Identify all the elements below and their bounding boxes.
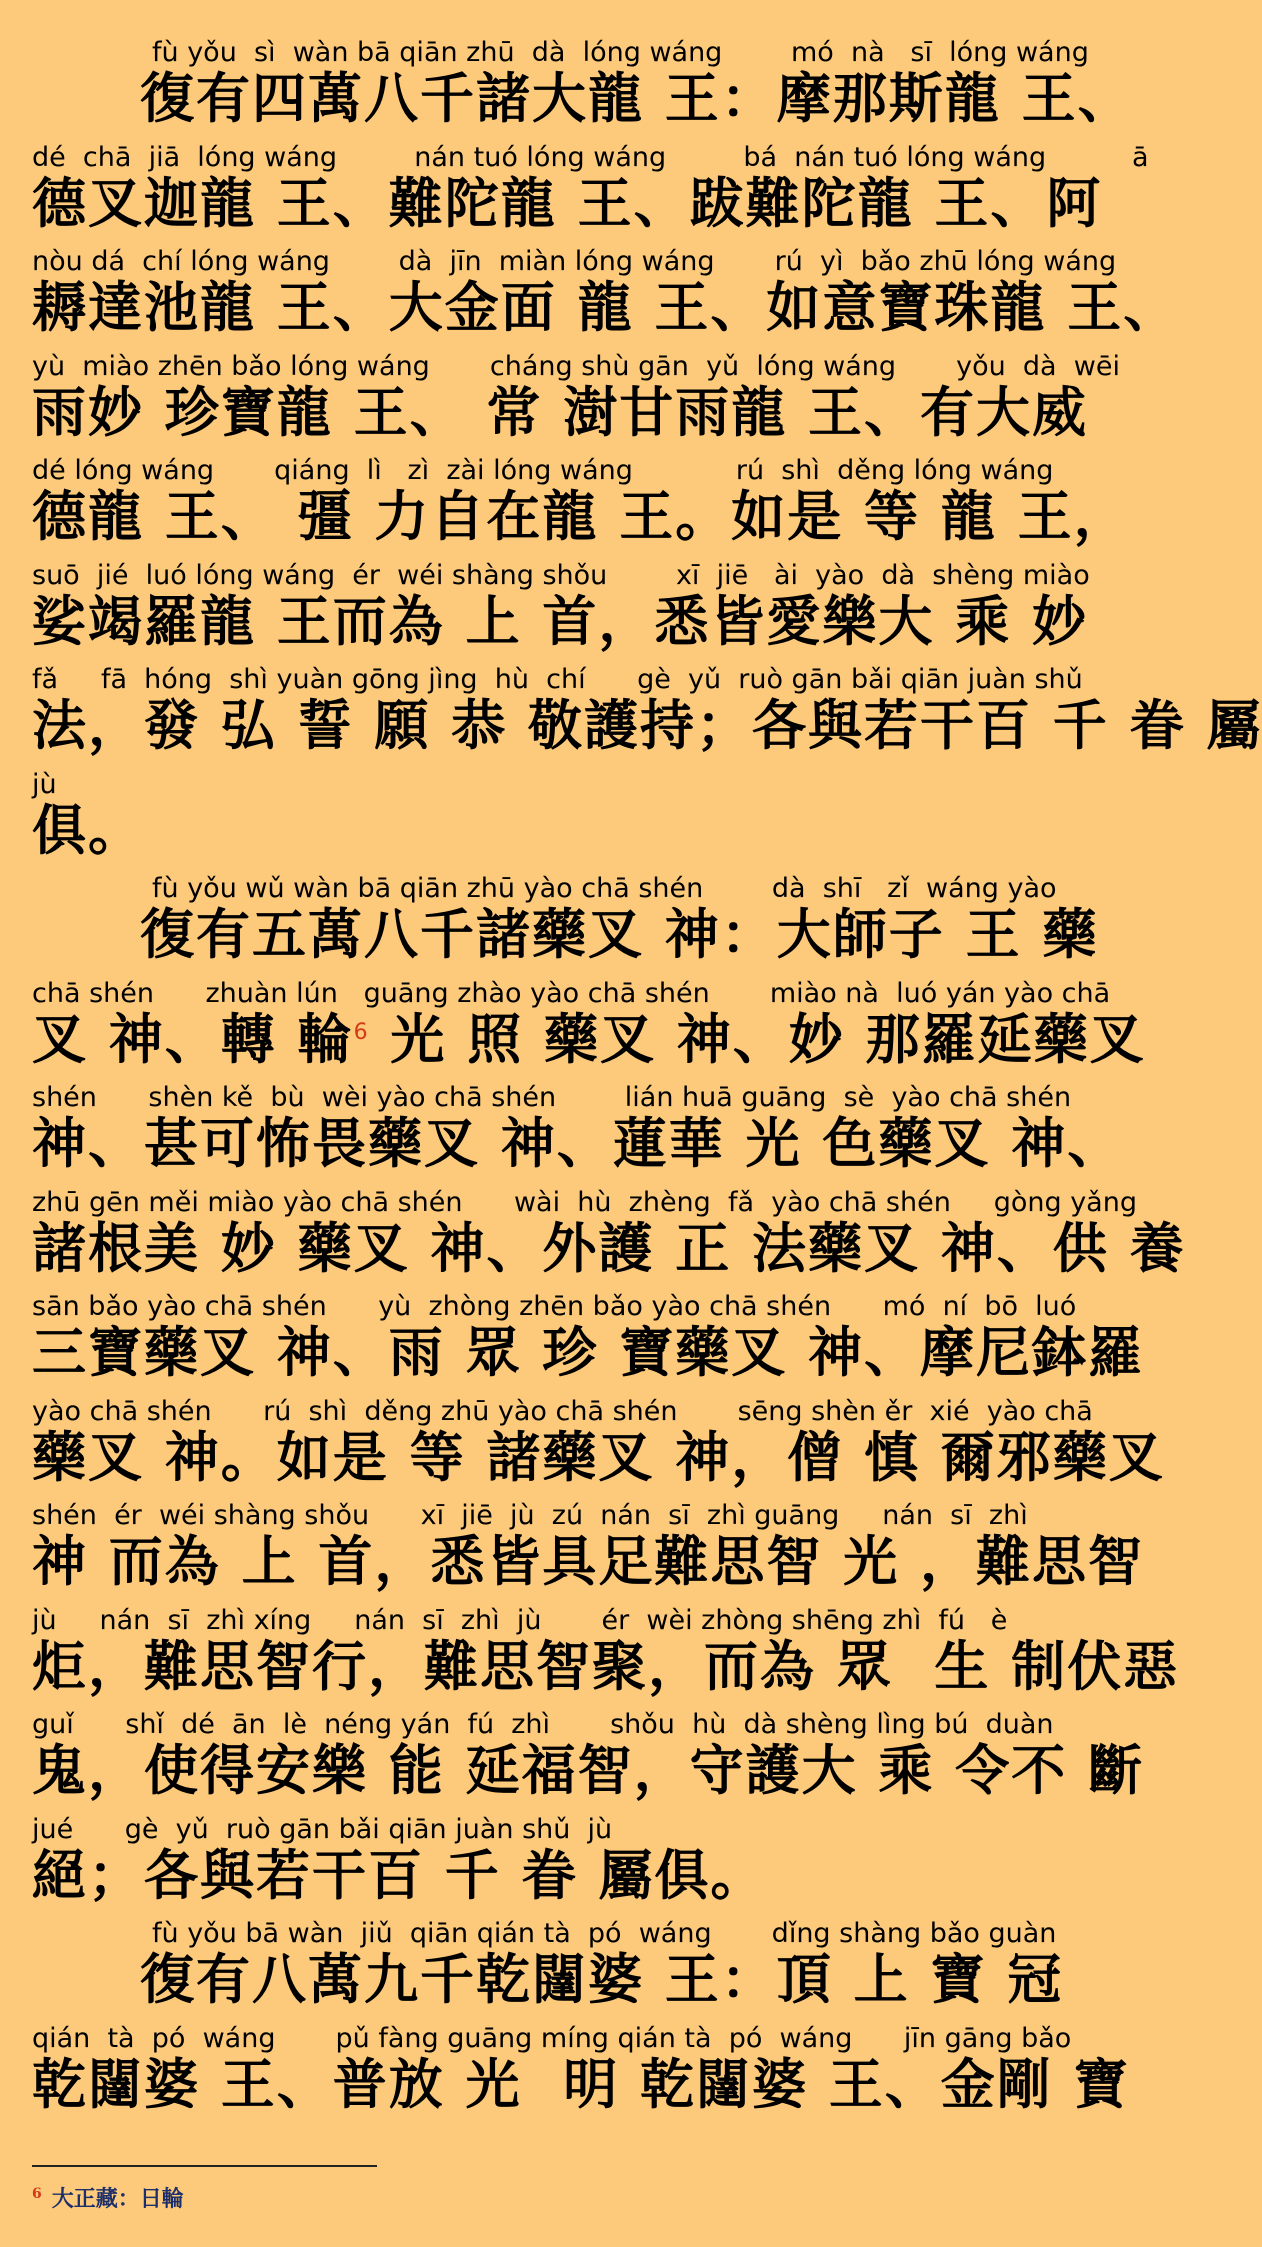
chinese-text	[140, 904, 1156, 966]
chinese-text-segment: 復有四萬八千諸大龍 王：摩那斯龍 王、	[140, 67, 1134, 130]
text-line	[32, 37, 1134, 143]
text-line	[32, 1395, 1165, 1502]
pinyin-annotation: fǎ fā hóng shì yuàn gōng jìng hù chí gè yǔ ruò gān bǎi qiān juàn shǔ	[32, 664, 1083, 695]
text-line	[32, 246, 1180, 352]
text-line	[32, 1604, 1180, 1711]
pinyin-annotation: dé chā jiā lóng wáng nán tuó lóng wáng bá nán tuó lóng wáng ā	[32, 141, 1149, 173]
pinyin-annotation: shén ér wéi shàng shǒu xī jiē jù zú nán sī zhì guāng nán sī zhì	[32, 1500, 1028, 1531]
pinyin-annotation: zhū gēn měi miào yào chā shén wài hù zhèng fǎ yào chā shén gòng yǎng	[32, 1186, 1137, 1218]
pinyin-annotation: dé lóng wáng qiáng lì zì zài lóng wáng rú shì děng lóng wáng	[32, 455, 1054, 486]
chinese-text	[32, 694, 1262, 757]
chinese-text-segment: 鬼，使得安樂 能 延福智，守護大 乘 令不 斷	[32, 1739, 1144, 1802]
chinese-text	[32, 1634, 1180, 1698]
text-line	[32, 977, 1146, 1084]
text-line	[32, 455, 1130, 561]
chinese-text	[32, 380, 1088, 444]
pinyin-annotation: jù	[32, 768, 57, 800]
pinyin-annotation: suō jié luó lóng wáng ér wéi shàng shǒu xī jiē ài yào dà shèng miào	[32, 559, 1090, 591]
chinese-text-segment: 復有八萬九千乾闥婆 王：頂 上 寶 冠	[140, 1948, 1064, 2011]
chinese-text	[32, 171, 1103, 235]
text-line	[32, 141, 1149, 248]
text-line	[32, 1186, 1186, 1293]
chinese-text-segment: 絕；各與若干百 千 眷 屬俱。	[32, 1843, 767, 1907]
chinese-text	[32, 1530, 1144, 1593]
pinyin-annotation: guǐ shǐ dé ān lè néng yán fú zhì shǒu hù dà shèng lìng bú duàn	[32, 1709, 1054, 1740]
chinese-text	[32, 485, 1130, 548]
chinese-text-segment: 神 而為 上 首，悉皆具足難思智 光 ，難思智	[32, 1530, 1144, 1593]
chinese-text-segment: 復有五萬八千諸藥叉 神：大師子 王 藥	[140, 903, 1099, 966]
text-line	[32, 350, 1120, 457]
chinese-text-segment: 光 照 藥叉 神、妙 那羅延藥叉	[369, 1007, 1146, 1071]
chinese-text	[32, 1007, 1146, 1071]
pinyin-annotation: shén shèn kě bù wèi yào chā shén lián huā guāng sè yào chā shén	[32, 1082, 1072, 1113]
footnote-text: 大正藏：日輪	[51, 2186, 184, 2212]
text-line	[32, 770, 1048, 875]
chinese-text	[32, 2052, 1130, 2116]
chinese-text-segment: 德叉迦龍 王、難陀龍 王、跋難陀龍 王、阿	[32, 171, 1103, 235]
chinese-text-segment: 三寶藥叉 神、雨 眾 珍 寶藥叉 神、摩尼鉢羅	[32, 1321, 1144, 1384]
pinyin-annotation: fù yǒu wǔ wàn bā qiān zhū yào chā shén dà shī zǐ wáng yào	[152, 873, 1057, 904]
text-line	[32, 1815, 1048, 1920]
chinese-text-segment: 乾闥婆 王、普放 光 明 乾闥婆 王、金剛 寶	[32, 2052, 1130, 2116]
text-line	[32, 1291, 1144, 1397]
text-line	[32, 873, 1099, 979]
sutra-text	[32, 37, 1262, 2128]
chinese-text-segment: 俱。	[32, 798, 144, 862]
chinese-text	[32, 1321, 1144, 1384]
chinese-text-segment: 耨達池龍 王、大金面 龍 王、如意寶珠龍 王、	[32, 276, 1180, 339]
text-line	[32, 1709, 1144, 1815]
pinyin-annotation: fù yǒu bā wàn jiǔ qiān qián tà pó wáng dǐng shàng bǎo guàn	[152, 1918, 1057, 1949]
chinese-text	[32, 1216, 1186, 1280]
chinese-text	[32, 1845, 1048, 1907]
pinyin-annotation: fù yǒu sì wàn bā qiān zhū dà lóng wáng mó nà sī lóng wáng	[152, 37, 1089, 68]
text-line	[32, 664, 1262, 770]
chinese-text	[32, 1425, 1165, 1489]
text-line	[32, 559, 1090, 666]
chinese-text	[32, 800, 1048, 862]
pinyin-annotation: chā shén zhuàn lún guāng zhào yào chā shén miào nà luó yán yào chā	[32, 977, 1111, 1009]
text-line	[32, 1500, 1144, 1606]
chinese-text	[32, 1739, 1144, 1802]
footnote-divider	[32, 2165, 377, 2167]
chinese-text	[140, 1949, 1156, 2011]
text-line	[32, 2022, 1130, 2129]
pinyin-annotation: jué gè yǔ ruò gān bǎi qiān juàn shǔ jù	[32, 1813, 613, 1845]
pinyin-annotation: yào chā shén rú shì děng zhū yào chā shén sēng shèn ěr xié yào chā	[32, 1395, 1093, 1427]
pinyin-annotation: nòu dá chí lóng wáng dà jīn miàn lóng wáng rú yì bǎo zhū lóng wáng	[32, 246, 1117, 277]
chinese-text-segment: 藥叉 神。如是 等 諸藥叉 神，僧 慎 爾邪藥叉	[32, 1425, 1165, 1489]
chinese-text	[32, 589, 1088, 653]
chinese-text-segment: 德龍 王、 彊 力自在龍 王。如是 等 龍 王，	[32, 485, 1130, 548]
footnote-reference[interactable]: 6	[353, 1019, 370, 1045]
pinyin-annotation: qián tà pó wáng pǔ fàng guāng míng qián tà pó wáng jīn gāng bǎo	[32, 2022, 1072, 2054]
pinyin-annotation: sān bǎo yào chā shén yù zhòng zhēn bǎo yào chā shén mó ní bō luó	[32, 1291, 1077, 1322]
chinese-text-segment: 叉 神、轉 輪	[32, 1007, 354, 1071]
chinese-text-segment: 法，發 弘 誓 願 恭 敬護持；各與若干百 千 眷 屬	[32, 694, 1262, 757]
text-line	[32, 1082, 1124, 1188]
footnote	[32, 2182, 184, 2213]
chinese-text-segment: 神、甚可怖畏藥叉 神、蓮華 光 色藥叉 神、	[32, 1112, 1124, 1175]
footnote-number: 6	[32, 2185, 42, 2202]
chinese-text-segment: 炬，難思智行，難思智聚，而為 眾 生 制伏惡	[32, 1634, 1180, 1698]
chinese-text	[32, 276, 1180, 339]
chinese-text	[140, 68, 1156, 130]
chinese-text-segment: 諸根美 妙 藥叉 神、外護 正 法藥叉 神、供 養	[32, 1216, 1186, 1280]
pinyin-annotation: yù miào zhēn bǎo lóng wáng cháng shù gān yǔ lóng wáng yǒu dà wēi	[32, 350, 1120, 382]
chinese-text-segment: 娑竭羅龍 王而為 上 首，悉皆愛樂大 乘 妙	[32, 589, 1088, 653]
text-line	[32, 1918, 1064, 2024]
chinese-text	[32, 1112, 1124, 1175]
chinese-text-segment: 雨妙 珍寶龍 王、 常 澍甘雨龍 王、有大威	[32, 380, 1088, 444]
pinyin-annotation: jù nán sī zhì xíng nán sī zhì jù ér wèi zhòng shēng zhì fú è	[32, 1604, 1008, 1636]
